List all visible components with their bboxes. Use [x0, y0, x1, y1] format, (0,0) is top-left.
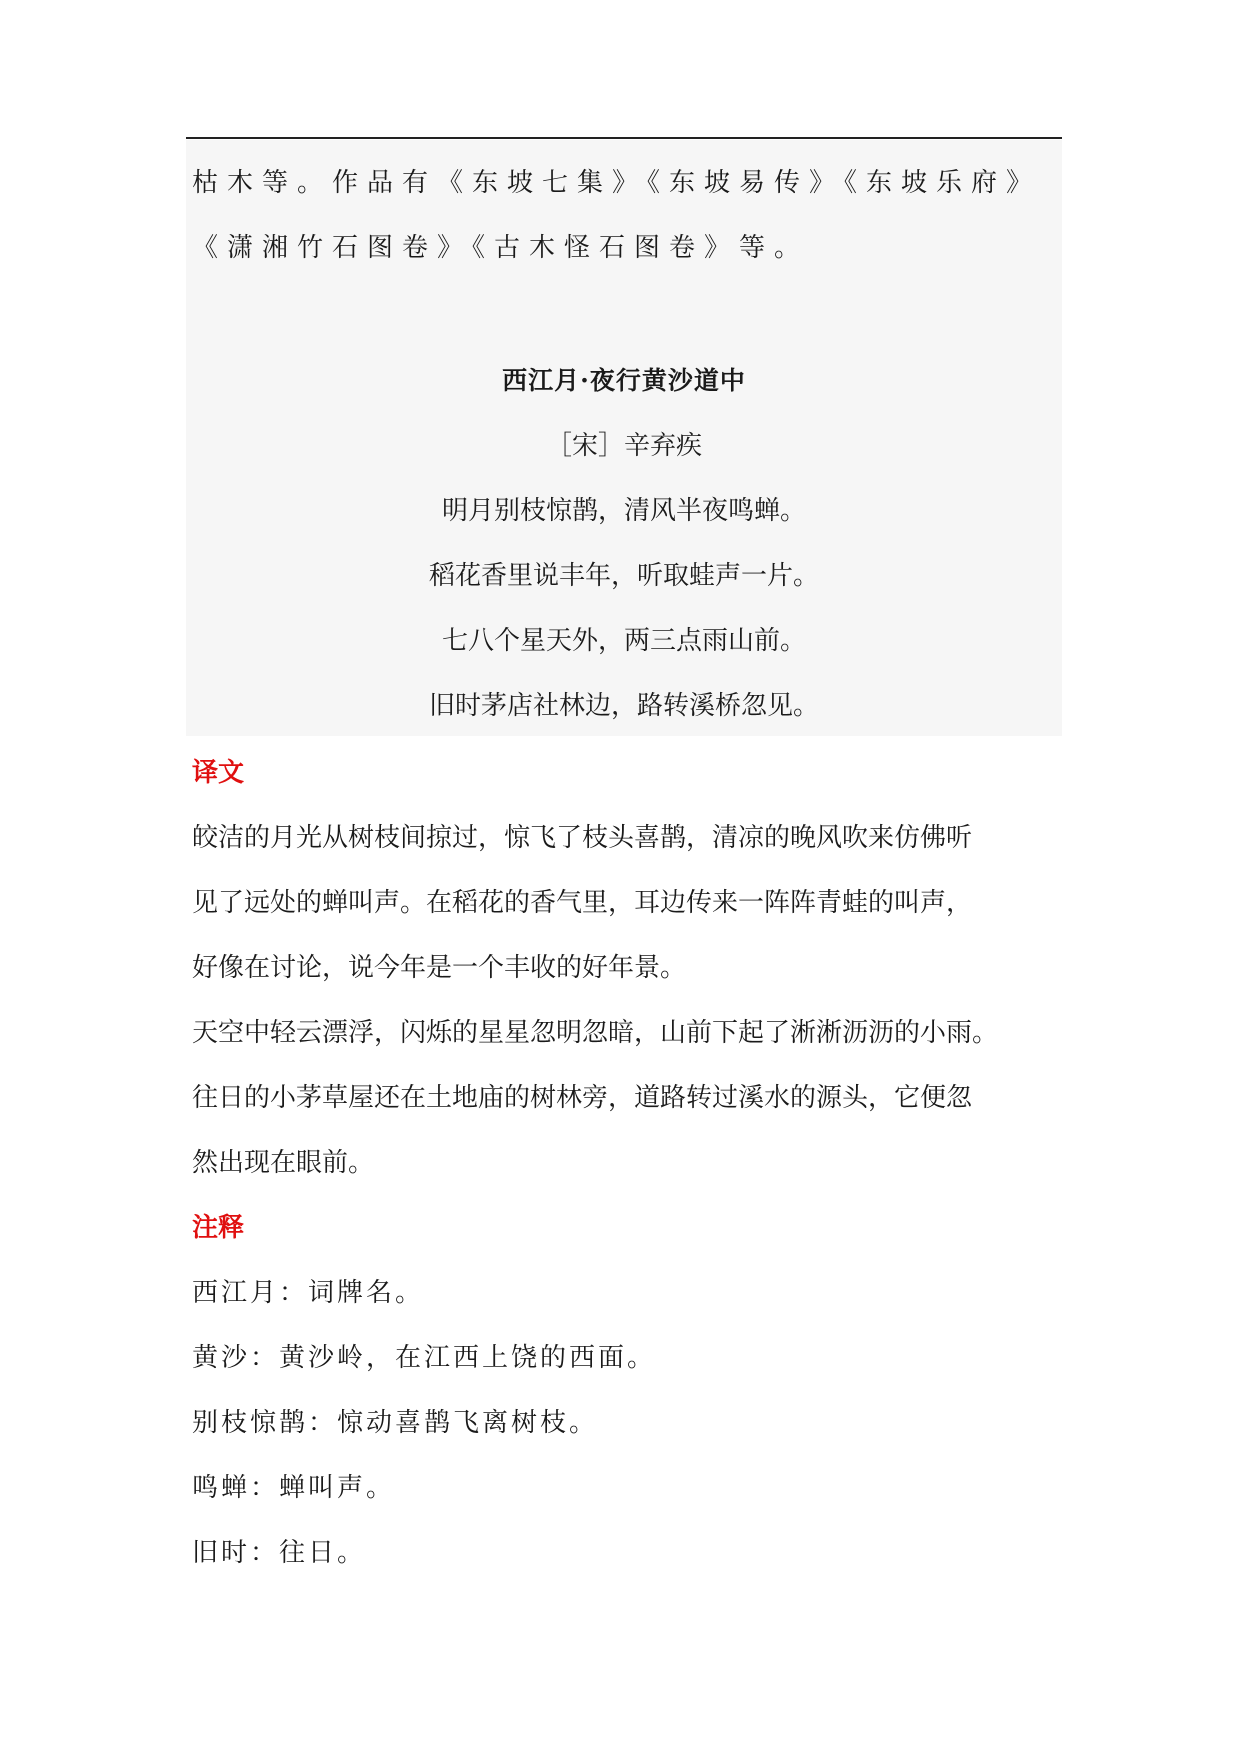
translation-line-3: 好像在讨论，说今年是一个丰收的好年景。 [192, 953, 687, 983]
note-item: 旧时：往日。 [192, 1538, 367, 1568]
note-item: 别枝惊鹊：惊动喜鹊飞离树枝。 [192, 1408, 599, 1438]
translation-heading: 译文 [192, 758, 245, 788]
poem-line-2: 稻花香里说丰年，听取蛙声一片。 [428, 561, 819, 591]
poem-author: ［宋］辛弃疾 [545, 431, 702, 461]
translation-line-5: 往日的小茅草屋还在土地庙的树林旁，道路转过溪水的源头，它便忽 [192, 1083, 973, 1113]
translation-line-2: 见了远处的蝉叫声。在稻花的香气里，耳边传来一阵阵青蛙的叫声， [192, 888, 973, 918]
poem-title: 西江月·夜行黄沙道中 [502, 366, 746, 395]
intro-line-1: 枯木等。作品有《东坡七集》《东坡易传》《东坡乐府》 [192, 168, 1042, 198]
notes-heading: 注释 [192, 1213, 245, 1243]
note-item: 黄沙：黄沙岭，在江西上饶的西面。 [192, 1343, 657, 1373]
poem-line-4: 旧时茅店社林边，路转溪桥忽见。 [428, 691, 819, 721]
intro-line-2: 《潇湘竹石图卷》《古木怪石图卷》等。 [192, 233, 810, 263]
poem-line-1: 明月别枝惊鹊，清风半夜鸣蝉。 [441, 496, 806, 526]
translation-line-4: 天空中轻云漂浮，闪烁的星星忽明忽暗，山前下起了淅淅沥沥的小雨。 [192, 1018, 999, 1048]
translation-line-1: 皎洁的月光从树枝间掠过，惊飞了枝头喜鹊，清凉的晚风吹来仿佛听 [192, 823, 973, 853]
header-rule [186, 137, 1062, 139]
translation-line-6: 然出现在眼前。 [192, 1148, 375, 1178]
poem-line-3: 七八个星天外，两三点雨山前。 [441, 626, 806, 656]
note-item: 西江月：词牌名。 [192, 1278, 425, 1308]
note-item: 鸣蝉：蝉叫声。 [192, 1473, 396, 1503]
